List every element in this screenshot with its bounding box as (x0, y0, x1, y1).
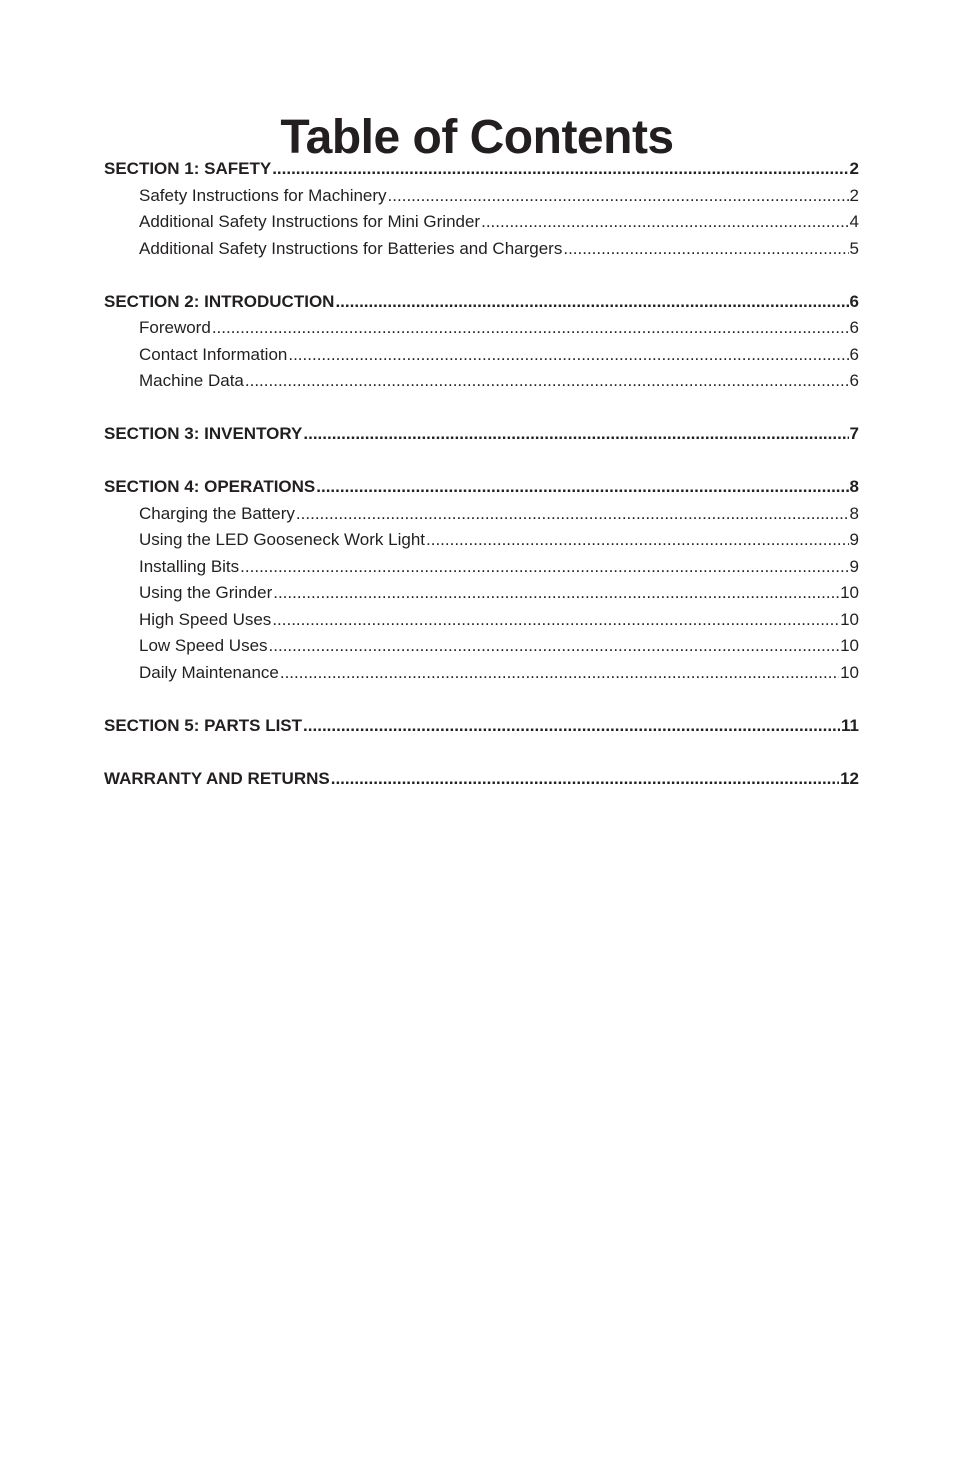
dot-leader (426, 527, 849, 554)
dot-leader (303, 421, 848, 448)
toc-item[interactable] (104, 527, 859, 554)
toc-item-label: Using the Grinder (139, 583, 273, 602)
dot-leader (296, 501, 849, 528)
dot-leader (273, 580, 839, 607)
dot-leader (303, 713, 840, 740)
toc-item[interactable] (104, 342, 859, 369)
toc-section-label: SECTION 1: SAFETY (104, 159, 272, 178)
section-spacer (104, 262, 859, 289)
toc-section-label: SECTION 3: INVENTORY (104, 424, 303, 443)
toc-section-label: SECTION 2: INTRODUCTION (104, 291, 335, 311)
dot-leader (335, 289, 848, 316)
toc-page-number: 11 (841, 715, 859, 735)
dot-leader (272, 607, 839, 634)
toc-item-label: Low Speed Uses (139, 636, 268, 655)
toc-item[interactable] (104, 368, 859, 395)
toc-section-introduction[interactable] (104, 289, 859, 316)
toc-page-number: 10 (840, 583, 859, 602)
toc-page-number: 4 (849, 212, 859, 231)
toc-section-inventory[interactable] (104, 421, 859, 448)
dot-leader (481, 209, 848, 236)
toc-item[interactable] (104, 315, 859, 342)
toc-page-number: 10 (840, 636, 859, 655)
toc-page-number: 12 (840, 768, 859, 788)
toc-page-number: 2 (849, 159, 859, 178)
toc-item[interactable] (104, 501, 859, 528)
toc-item-label: Contact Information (139, 344, 288, 364)
toc-item-label: Additional Safety Instructions for Batteries and Chargers (139, 238, 563, 258)
page-title: Table of Contents (280, 111, 674, 165)
toc-item-label: High Speed Uses (139, 609, 272, 629)
toc-item-label: Foreword (139, 318, 211, 337)
toc-item-label: Machine Data (139, 371, 244, 390)
table-of-contents (104, 156, 859, 792)
toc-page-number: 6 (849, 318, 859, 337)
toc-section-safety[interactable] (104, 156, 859, 183)
toc-section-operations[interactable] (104, 474, 859, 501)
toc-section-label: SECTION 5: PARTS LIST (104, 715, 303, 735)
toc-page-number: 9 (849, 556, 859, 576)
toc-section-parts-list[interactable] (104, 713, 859, 740)
toc-item[interactable] (104, 580, 859, 607)
toc-page-number: 7 (849, 424, 859, 443)
dot-leader (240, 554, 848, 581)
toc-section-label: SECTION 4: OPERATIONS (104, 477, 316, 496)
section-spacer (104, 739, 859, 766)
toc-item-label: Installing Bits (139, 556, 240, 576)
dot-leader (316, 474, 848, 501)
toc-item[interactable] (104, 183, 859, 210)
toc-section-warranty[interactable] (104, 766, 859, 793)
toc-page-number: 6 (849, 291, 859, 311)
toc-page-number: 8 (849, 503, 859, 523)
section-spacer (104, 686, 859, 713)
dot-leader (288, 342, 848, 369)
dot-leader (212, 315, 849, 342)
toc-section-label: WARRANTY AND RETURNS (104, 768, 330, 788)
dot-leader (331, 766, 839, 793)
toc-item[interactable] (104, 660, 859, 687)
toc-item-label: Additional Safety Instructions for Mini Grinder (139, 212, 481, 231)
toc-item-label: Daily Maintenance (139, 662, 279, 682)
toc-page-number: 5 (849, 238, 859, 258)
section-spacer (104, 448, 859, 475)
toc-page-number: 8 (849, 477, 859, 496)
toc-item[interactable] (104, 633, 859, 660)
dot-leader (245, 368, 849, 395)
toc-page-number: 6 (849, 344, 859, 364)
toc-item[interactable] (104, 607, 859, 634)
toc-item[interactable] (104, 209, 859, 236)
toc-page-number: 10 (840, 662, 859, 682)
toc-page-number: 10 (840, 609, 859, 629)
dot-leader (269, 633, 840, 660)
toc-item-label: Charging the Battery (139, 503, 295, 523)
toc-page-number: 2 (849, 185, 859, 205)
toc-item-label: Using the LED Gooseneck Work Light (139, 530, 425, 549)
dot-leader (280, 660, 839, 687)
dot-leader (563, 236, 848, 263)
toc-page-number: 6 (849, 371, 859, 390)
dot-leader (272, 156, 848, 183)
toc-item-label: Safety Instructions for Machinery (139, 185, 387, 205)
toc-item[interactable] (104, 236, 859, 263)
toc-item[interactable] (104, 554, 859, 581)
dot-leader (388, 183, 849, 210)
section-spacer (104, 395, 859, 422)
toc-page-number: 9 (849, 530, 859, 549)
